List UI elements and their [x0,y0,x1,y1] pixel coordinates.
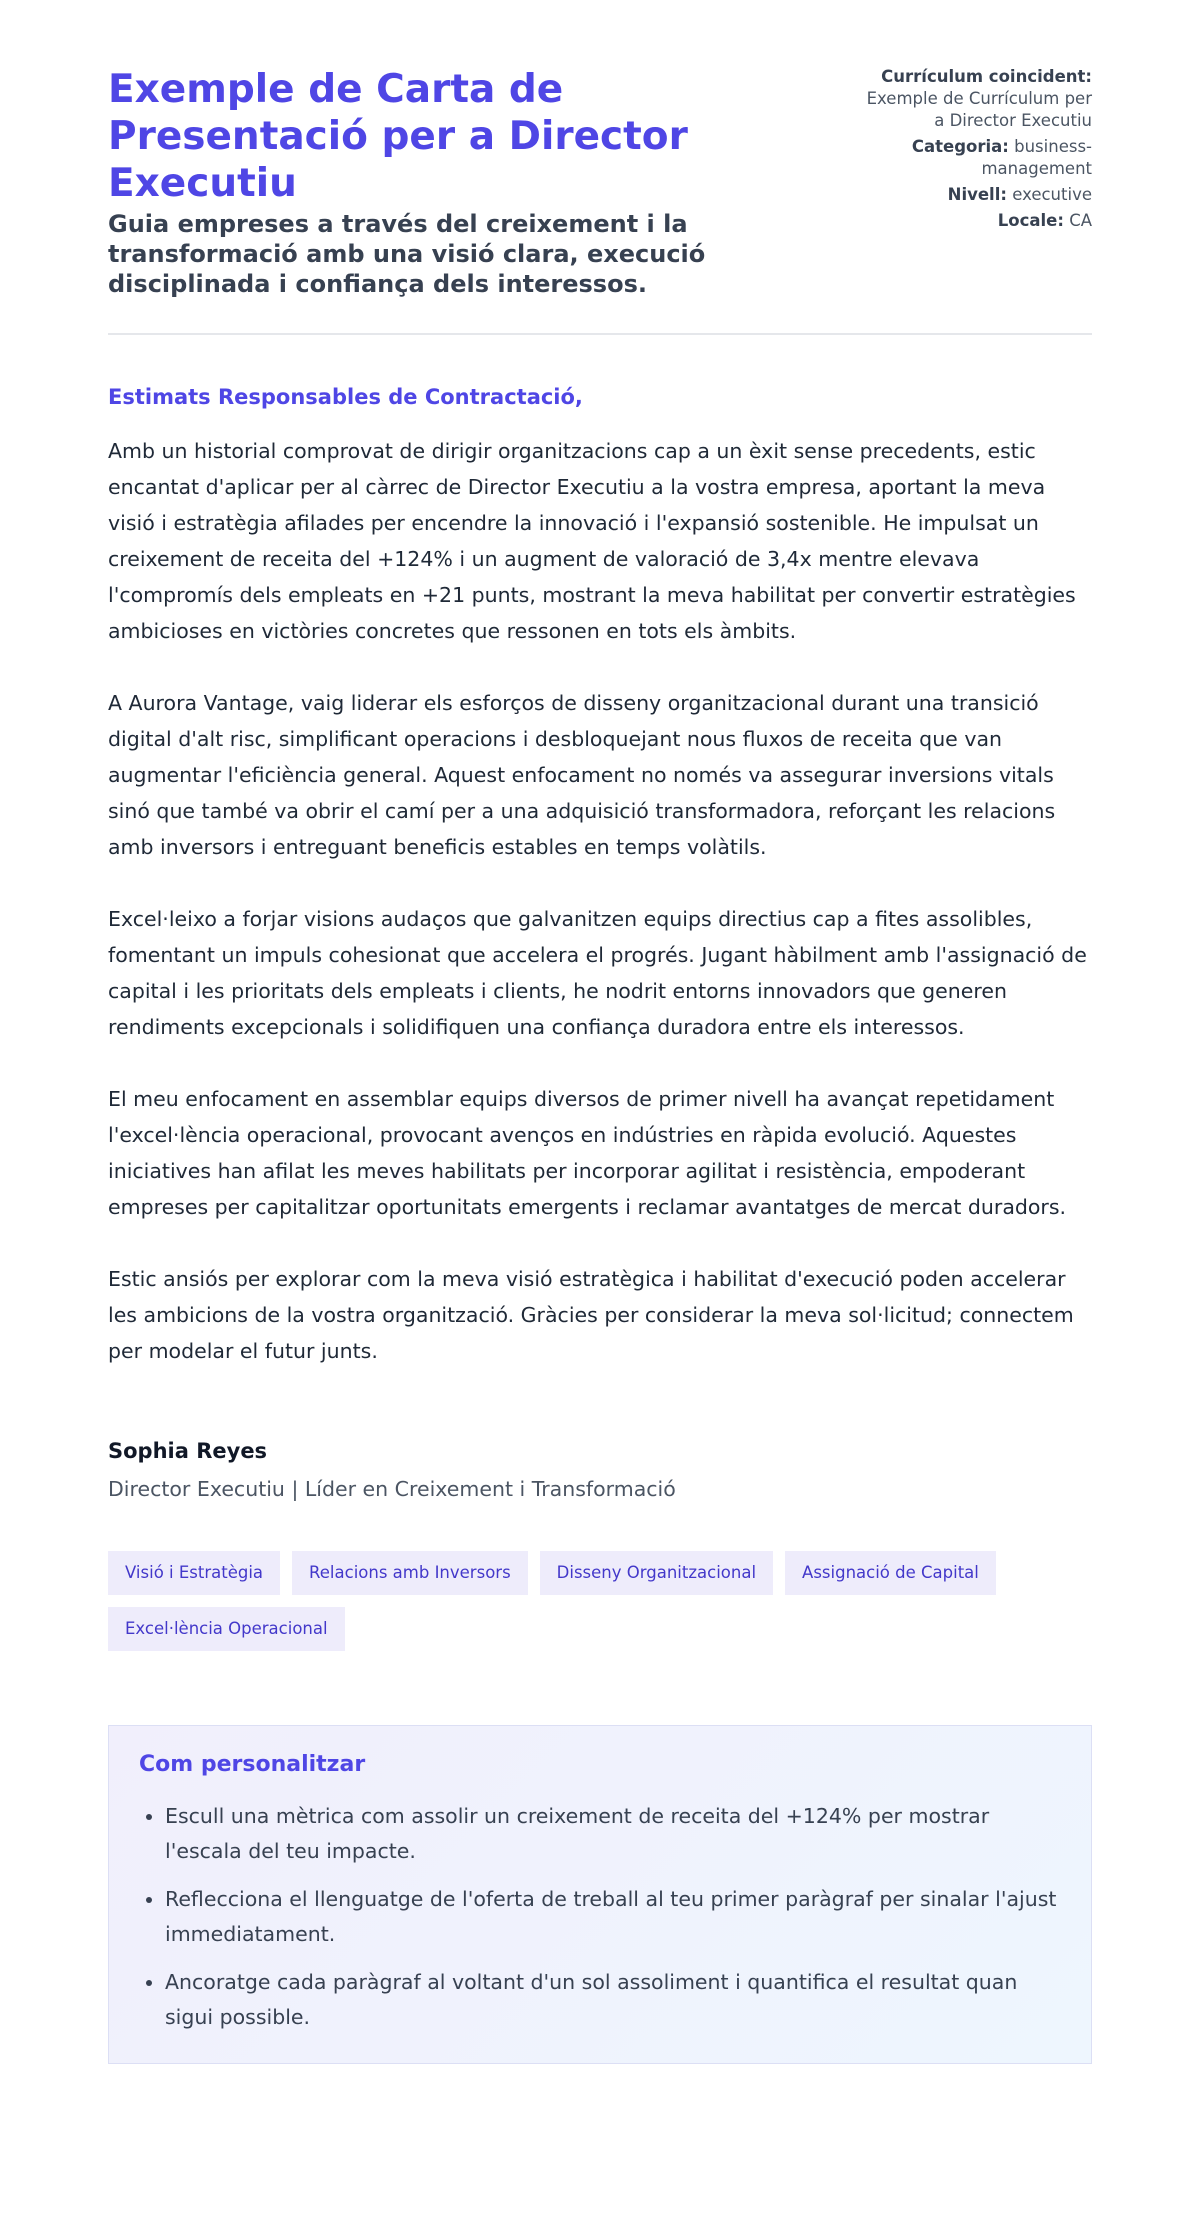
meta-level-value: executive [1012,185,1092,204]
letter-paragraph: Estic ansiós per explorar com la meva visió estratègica i habilitat d'execució poden accelerar les ambicions de la vostra organització. Gràcies per considerar la meva sol·licitud; connectem per modelar el futur junts. [108,1267,1074,1363]
meta-category-label: Categoria: [911,137,1009,156]
skill-tag: Disseny Organitzacional [540,1551,773,1595]
signature-name: Sophia Reyes [108,1439,268,1463]
meta-info [852,66,1092,236]
title-block [108,66,768,299]
skill-tags [108,1551,1048,1651]
meta-level [852,184,1092,206]
skill-tag: Visió i Estratègia [108,1551,280,1595]
letter-paragraph: El meu enfocament en assemblar equips diversos de primer nivell ha avançat repetidament l'excel·lència operacional, provocant avenços en indústries en ràpida evolució. Aquestes iniciatives han afilat les meves habilitats per incorporar agilitat i resistència, empoderant empreses per capitalitzar oportunitats emergents i reclamar avantatges de mercat duradors. [108,1087,1067,1219]
tips-list [139,1799,1061,2035]
meta-locale-value: CA [1069,211,1092,230]
meta-locale-label: Locale: [997,211,1064,230]
skill-tag: Relacions amb Inversors [292,1551,528,1595]
meta-locale [852,210,1092,232]
skill-tag: Assignació de Capital [785,1551,996,1595]
meta-category [852,136,1092,180]
letter-greeting: Estimats Responsables de Contractació, [108,385,583,409]
cover-letter-page [108,0,1092,2124]
letter-paragraph: Excel·leixo a forjar visions audaços que galvanitzen equips directius cap a fites assolibles, fomentant un impuls cohesionat que accelera el progrés. Jugant hàbilment amb l'assignació de capital i les prioritats dels empleats i clients, he nodrit entorns innovadors que generen rendiments excepcionals i solidifiquen una confiança duradora entre els interessos. [108,907,1087,1039]
letter-paragraph: A Aurora Vantage, vaig liderar els esforços de disseny organitzacional durant una transició digital d'alt risc, simplificant operacions i desbloquejant nous fluxos de receita que van augmentar l'eficiència general. Aquest enfocament no només va assegurar inversions vitals sinó que també va obrir el camí per a una adquisició transformadora, reforçant les relacions amb inversors i entreguant beneficis estables en temps volàtils. [108,691,1056,859]
signature-title: Director Executiu | Líder en Creixement i Transformació [108,1477,676,1501]
page-subtitle: Guia empreses a través del creixement i la transformació amb una visió clara, execució disciplinada i confiança dels interessos. [108,210,706,298]
letter-paragraph: Amb un historial comprovat de dirigir organitzacions cap a un èxit sense precedents, estic encantat d'aplicar per al càrrec de Director Executiu a la vostra empresa, aportant la meva visió i estratègia afilades per encendre la innovació i l'expansió sostenible. He impulsat un creixement de receita del +124% i un augment de valoració de 3,4x mentre elevava l'compromís dels empleats en +21 punts, mostrant la meva habilitat per convertir estratègies ambicioses en victòries concretes que ressonen en tots els àmbits. [108,439,1076,643]
tip-item: • Reflecciona el llenguatge de l'oferta de treball al teu primer paràgraf per sinalar l'ajust immediatament. [165,1882,1061,1952]
tip-item: • Ancoratge cada paràgraf al voltant d'un sol assoliment i quantifica el resultat quan sigui possible. [165,1965,1061,2035]
meta-resume-value[interactable]: Exemple de Currículum per a Director Executiu [866,89,1092,130]
letter-body [108,433,1092,1369]
tips-title: Com personalitzar [139,1752,366,1777]
customization-tips [108,1725,1092,2064]
meta-resume [852,66,1092,132]
skill-tag: Excel·lència Operacional [108,1607,345,1651]
page-title: Exemple de Carta de Presentació per a Director Executiu [108,67,688,206]
page-header [108,66,1092,335]
tip-item: • Escull una mètrica com assolir un creixement de receita del +124% per mostrar l'escala del teu impacte. [165,1799,1061,1869]
meta-category-value: business-management [981,137,1092,178]
meta-resume-label: Currículum coincident: [881,67,1092,86]
meta-level-label: Nivell: [947,185,1007,204]
